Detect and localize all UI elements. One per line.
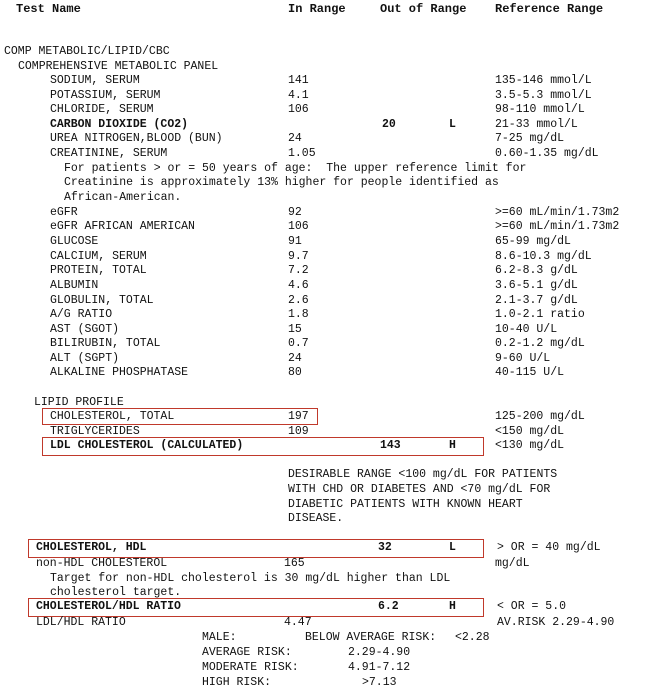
out-of-range-value: 6.2	[378, 600, 399, 613]
col-header-out-of-range: Out of Range	[380, 2, 467, 16]
in-range-value: 9.7	[288, 250, 309, 263]
reference-range: 6.2-8.3 g/dL	[495, 264, 578, 277]
reference-range: 3.5-5.3 mmol/L	[495, 89, 592, 102]
in-range-value: 1.05	[288, 147, 316, 160]
test-name: non-HDL CHOLESTEROL	[36, 557, 168, 570]
in-range-value: 1.8	[288, 308, 309, 321]
test-name: ALBUMIN	[50, 279, 99, 292]
ldl-note-line: DIABETIC PATIENTS WITH KNOWN HEART	[288, 498, 523, 511]
reference-range: 8.6-10.3 mg/dL	[495, 250, 592, 263]
in-range-value: 106	[288, 103, 309, 116]
in-range-value: 4.6	[288, 279, 309, 292]
creatinine-note-line: For patients > or = 50 years of age: The upper reference limit for	[64, 162, 527, 175]
test-name: TRIGLYCERIDES	[50, 425, 140, 438]
cmp-title: COMPREHENSIVE METABOLIC PANEL	[18, 60, 219, 73]
test-name: ALKALINE PHOSPHATASE	[50, 366, 189, 379]
in-range-value: 91	[288, 235, 302, 248]
risk-label: AVERAGE RISK:	[202, 646, 292, 659]
reference-range: <150 mg/dL	[495, 425, 565, 438]
in-range-value: 4.1	[288, 89, 309, 102]
test-name: CHOLESTEROL, HDL	[36, 541, 147, 554]
in-range-value: 4.47	[284, 616, 312, 629]
in-range-value: 109	[288, 425, 309, 438]
flag: H	[449, 600, 456, 613]
in-range-value: 141	[288, 74, 309, 87]
ldl-note-line: DESIRABLE RANGE <100 mg/dL FOR PATIENTS	[288, 468, 558, 481]
reference-range: 3.6-5.1 g/dL	[495, 279, 578, 292]
reference-range: 7-25 mg/dL	[495, 132, 565, 145]
creatinine-note-line: African-American.	[64, 191, 182, 204]
in-range-value: 15	[288, 323, 302, 336]
reference-range: 10-40 U/L	[495, 323, 558, 336]
test-name: CREATININE, SERUM	[50, 147, 168, 160]
test-name: LDL/HDL RATIO	[36, 616, 126, 629]
test-name: CHOLESTEROL, TOTAL	[50, 410, 175, 423]
risk-label: MODERATE RISK:	[202, 661, 299, 674]
test-name: CHLORIDE, SERUM	[50, 103, 154, 116]
panel-title: COMP METABOLIC/LIPID/CBC	[4, 45, 170, 58]
flag: L	[449, 541, 456, 554]
reference-range: >=60 mL/min/1.73m2	[495, 220, 620, 233]
test-name: POTASSIUM, SERUM	[50, 89, 161, 102]
reference-range: < OR = 5.0	[497, 600, 567, 613]
in-range-value: 24	[288, 352, 302, 365]
reference-range: 40-115 U/L	[495, 366, 565, 379]
test-name: CHOLESTEROL/HDL RATIO	[36, 600, 181, 613]
risk-male-label: MALE:	[202, 631, 237, 644]
test-name: CARBON DIOXIDE (CO2)	[50, 118, 189, 131]
reference-range: 0.2-1.2 mg/dL	[495, 337, 585, 350]
reference-range: 1.0-2.1 ratio	[495, 308, 585, 321]
reference-range: mg/dL	[495, 557, 530, 570]
out-of-range-value: 32	[378, 541, 392, 554]
in-range-value: 24	[288, 132, 302, 145]
risk-value: 2.29-4.90	[348, 646, 411, 659]
reference-range: 2.1-3.7 g/dL	[495, 294, 578, 307]
in-range-value: 197	[288, 410, 309, 423]
ldl-note-line: WITH CHD OR DIABETES AND <70 mg/dL FOR	[288, 483, 551, 496]
ldl-note-line: DISEASE.	[288, 512, 344, 525]
reference-range: > OR = 40 mg/dL	[497, 541, 601, 554]
reference-range: 9-60 U/L	[495, 352, 551, 365]
in-range-value: 2.6	[288, 294, 309, 307]
in-range-value: 80	[288, 366, 302, 379]
in-range-value: 165	[284, 557, 305, 570]
test-name: GLOBULIN, TOTAL	[50, 294, 154, 307]
test-name: PROTEIN, TOTAL	[50, 264, 147, 277]
reference-range: 125-200 mg/dL	[495, 410, 585, 423]
risk-label: BELOW AVERAGE RISK:	[305, 631, 437, 644]
nonhdl-note-line: Target for non-HDL cholesterol is 30 mg/dL higher than LDL	[50, 572, 451, 585]
nonhdl-note-line: cholesterol target.	[50, 586, 182, 599]
lipid-title: LIPID PROFILE	[34, 396, 124, 409]
col-header-in-range: In Range	[288, 2, 346, 16]
risk-value: 4.91-7.12	[348, 661, 411, 674]
reference-range: 98-110 mmol/L	[495, 103, 585, 116]
in-range-value: 92	[288, 206, 302, 219]
test-name: eGFR	[50, 206, 78, 219]
risk-label: HIGH RISK:	[202, 676, 272, 689]
risk-value: <2.28	[455, 631, 490, 644]
in-range-value: 106	[288, 220, 309, 233]
test-name: GLUCOSE	[50, 235, 99, 248]
reference-range: <130 mg/dL	[495, 439, 565, 452]
flag: L	[449, 118, 456, 131]
test-name: eGFR AFRICAN AMERICAN	[50, 220, 195, 233]
creatinine-note-line: Creatinine is approximately 13% higher for people identified as	[64, 176, 499, 189]
in-range-value: 7.2	[288, 264, 309, 277]
test-name: LDL CHOLESTEROL (CALCULATED)	[50, 439, 244, 452]
reference-range: 135-146 mmol/L	[495, 74, 592, 87]
test-name: CALCIUM, SERUM	[50, 250, 147, 263]
test-name: A/G RATIO	[50, 308, 113, 321]
reference-range: 21-33 mmol/L	[495, 118, 578, 131]
out-of-range-value: 143	[380, 439, 401, 452]
out-of-range-value: 20	[382, 118, 396, 131]
flag: H	[449, 439, 456, 452]
test-name: ALT (SGPT)	[50, 352, 120, 365]
test-name: AST (SGOT)	[50, 323, 120, 336]
reference-range: 0.60-1.35 mg/dL	[495, 147, 599, 160]
col-header-reference-range: Reference Range	[495, 2, 604, 16]
col-header-test-name: Test Name	[16, 2, 81, 16]
reference-range: >=60 mL/min/1.73m2	[495, 206, 620, 219]
test-name: UREA NITROGEN,BLOOD (BUN)	[50, 132, 223, 145]
reference-range: 65-99 mg/dL	[495, 235, 571, 248]
reference-range: AV.RISK 2.29-4.90	[497, 616, 615, 629]
test-name: SODIUM, SERUM	[50, 74, 140, 87]
test-name: BILIRUBIN, TOTAL	[50, 337, 161, 350]
in-range-value: 0.7	[288, 337, 309, 350]
risk-value: >7.13	[362, 676, 397, 689]
